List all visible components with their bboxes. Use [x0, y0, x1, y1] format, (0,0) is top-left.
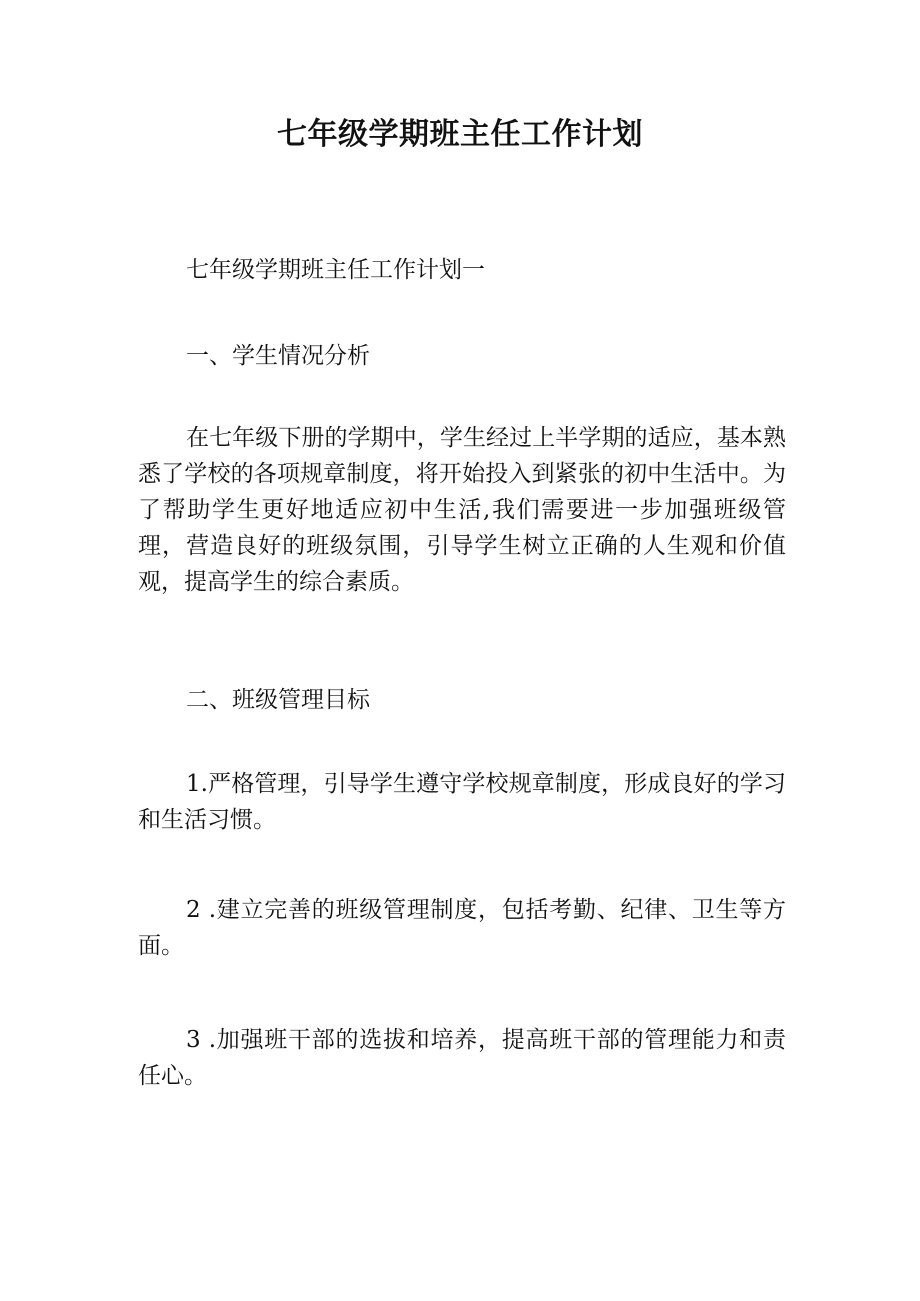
student-analysis-paragraph: 在七年级下册的学期中，学生经过上半学期的适应，基本熟悉了学校的各项规章制度，将开始投入到紧张的初中生活中。为了帮助学生更好地适应初中生活,我们需要进一步加强班级管理，营造良好的班级氛围，引导学生树立正确的人生观和价值观，提高学生的综合素质。	[138, 425, 786, 595]
goal-item-1: 1.严格管理，引导学生遵守学校规章制度，形成良好的学习和生活习惯。	[138, 771, 786, 833]
section-heading-student-analysis: 一、学生情况分析	[186, 343, 370, 369]
goal-item-2: 2 .建立完善的班级管理制度，包括考勤、纪律、卫生等方面。	[138, 897, 786, 959]
goal-item-3: 3 .加强班干部的选拔和培养，提高班干部的管理能力和责任心。	[138, 1027, 786, 1089]
plan-subtitle: 七年级学期班主任工作计划一	[186, 257, 485, 283]
document-title: 七年级学期班主任工作计划	[277, 117, 643, 152]
section-heading-management-goals: 二、班级管理目标	[186, 687, 370, 713]
